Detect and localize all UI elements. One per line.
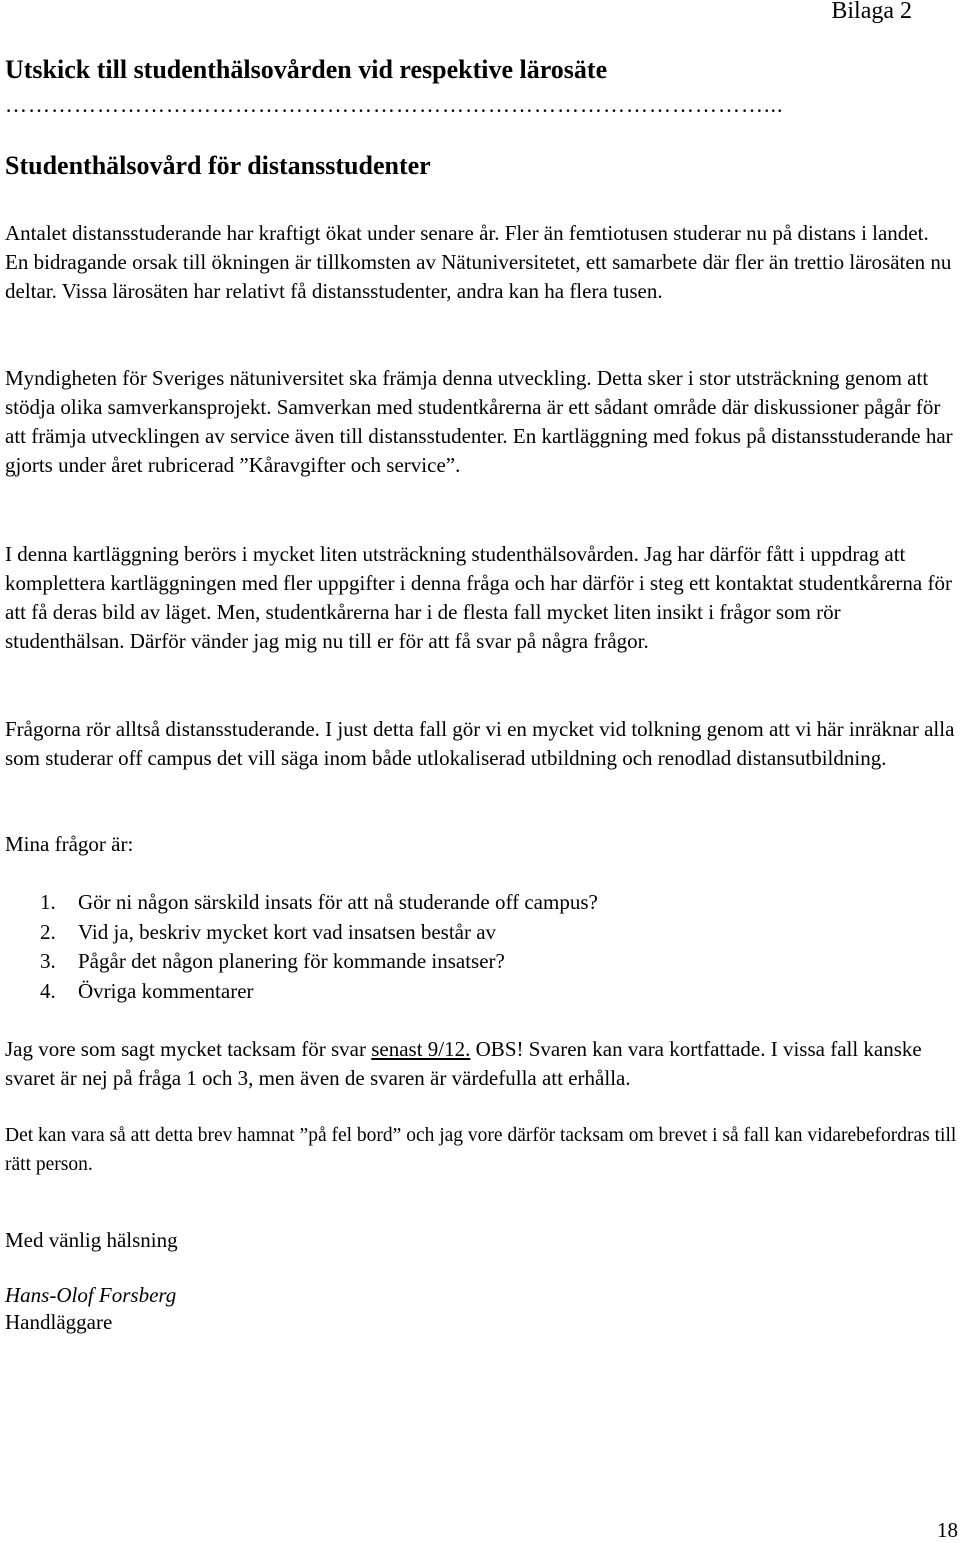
list-item bbox=[40, 977, 598, 1007]
list-item-number: 1. bbox=[40, 890, 56, 914]
appendix-label: Bilaga 2 bbox=[831, 0, 912, 24]
list-item bbox=[40, 947, 598, 977]
section-heading: Studenthälsovård för distansstudenter bbox=[5, 151, 431, 180]
list-item bbox=[40, 918, 598, 948]
paragraph-survey: I denna kartläggning berörs i mycket liten utsträckning studenthälsovården. Jag har därför fått i uppdrag att komplettera kartläggningen med fler uppgifter i denna fråga och har därför i steg ett kontaktat studentkårerna för att få deras bild av läget. Men, studentkårerna har i de flesta fall mycket liten insikt i frågor som rör studenthälsan. Därför vänder jag mig nu till er för att få svar på några frågor. bbox=[5, 542, 952, 653]
list-item-text: Övriga kommentarer bbox=[78, 978, 254, 1003]
paragraph-questions-intro: Mina frågor är: bbox=[5, 832, 134, 856]
document-title: Utskick till studenthälsovården vid respektive lärosäte bbox=[5, 55, 608, 84]
deadline-text-after: OBS! Svaren kan vara kortfattade. I vissa fall kanske svaret är nej på fråga 1 och 3, men även de svaren är värdefulla att erhålla. bbox=[5, 1037, 922, 1090]
paragraph-forwarding: Det kan vara så att detta brev hamnat ”på fel bord” och jag vore därför tacksam om brevet i så fall kan vidarebefordras till rätt person. bbox=[5, 1125, 957, 1175]
paragraph-agency: Myndigheten för Sveriges nätuniversitet ska främja denna utveckling. Detta sker i stor utsträckning genom att stödja olika samverkansprojekt. Samverkan med studentkårerna är ett sådant område där diskussioner pågår för att främja utvecklingen av service även till distansstudenter. En kartläggning med fokus på distansstuderande har gjorts under året rubricerad ”Kåravgifter och service”. bbox=[5, 366, 953, 477]
signature-name: Hans-Olof Forsberg bbox=[5, 1283, 177, 1307]
deadline-text-before: Jag vore som sagt mycket tacksam för svar bbox=[5, 1037, 372, 1061]
list-item-text: Vid ja, beskriv mycket kort vad insatsen består av bbox=[78, 919, 497, 944]
paragraph-intro: Antalet distansstuderande har kraftigt ökat under senare år. Fler än femtiotusen studerar nu på distans i landet. En bidragande orsak till ökningen är tillkomsten av Nätuniversitetet, ett samarbete där fler än trettio lärosäten nu deltar. Vissa lärosäten har relativt få distansstudenter, andra kan ha flera tusen. bbox=[5, 221, 952, 303]
page-number: 18 bbox=[937, 1518, 958, 1542]
list-item-number: 3. bbox=[40, 949, 56, 973]
dotted-separator: ………………………………………………………………………………………... bbox=[5, 92, 784, 117]
list-item-text: Pågår det någon planering för kommande insatser? bbox=[78, 949, 505, 973]
list-item bbox=[40, 888, 598, 918]
paragraph-deadline bbox=[5, 1035, 957, 1093]
paragraph-scope: Frågorna rör alltså distansstuderande. I just detta fall gör vi en mycket vid tolkning genom att vi här inräknar alla som studerar off campus det vill säga inom både utlokaliserad utbildning och renodlad distansutbildning. bbox=[5, 717, 955, 770]
closing-greeting: Med vänlig hälsning bbox=[5, 1228, 178, 1252]
questions-list bbox=[40, 888, 598, 1006]
signature-block bbox=[5, 1282, 176, 1336]
list-item-number: 2. bbox=[40, 919, 56, 944]
list-item-number: 4. bbox=[40, 978, 56, 1003]
signature-role: Handläggare bbox=[5, 1310, 113, 1334]
list-item-text: Gör ni någon särskild insats för att nå studerande off campus? bbox=[78, 890, 598, 914]
deadline-date: senast 9/12. bbox=[371, 1037, 471, 1061]
